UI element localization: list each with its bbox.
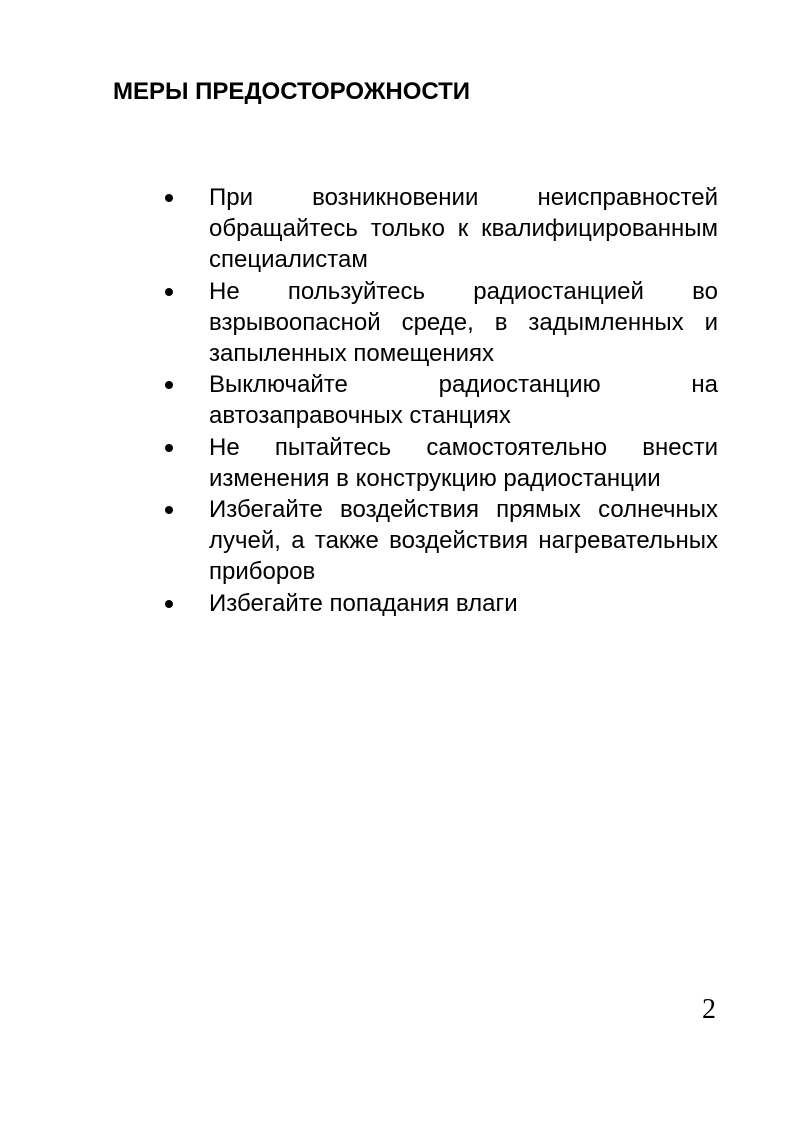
list-item-text: Избегайте воздействия прямых солнечных лучей, а также воздействия нагревательных приборов [209, 496, 718, 586]
list-item [160, 588, 718, 619]
page-title: МЕРЫ ПРЕДОСТОРОЖНОСТИ [113, 78, 471, 105]
bullet-icon [165, 506, 173, 514]
bullet-icon [165, 194, 173, 202]
list-item [160, 369, 718, 431]
list-item-text: Избегайте попадания влаги [209, 589, 518, 617]
list-item [160, 494, 718, 588]
list-item-text: При возникновении неисправностей обращайтесь только к квалифицированным специалистам [209, 184, 718, 274]
bullet-icon [165, 288, 173, 296]
bullet-icon [165, 381, 173, 389]
list-item [160, 276, 718, 370]
bullet-icon [165, 600, 173, 608]
precautions-list [160, 182, 718, 619]
list-item-text: Не пользуйтесь радиостанцией во взрывоопасной среде, в задымленных и запыленных помещениях [209, 277, 718, 368]
list-item [160, 182, 718, 276]
list-item [160, 432, 718, 494]
bullet-icon [165, 444, 173, 452]
list-item-text: Выключайте радиостанцию на автозаправочных станциях [209, 371, 718, 430]
list-item-text: Не пытайтесь самостоятельно внести изменения в конструкцию радиостанции [209, 433, 718, 492]
page-number: 2 [702, 994, 716, 1025]
